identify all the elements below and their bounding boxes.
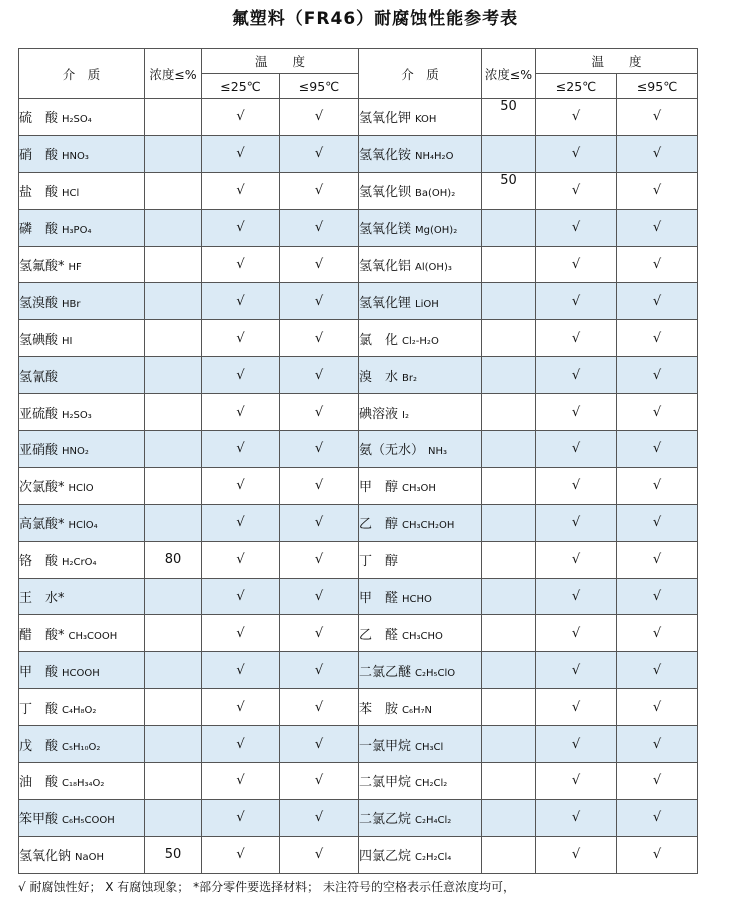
left-medium-formula: H₂SO₄	[62, 114, 92, 126]
header-temperature-left: 温 度	[202, 49, 359, 74]
table-row	[19, 99, 698, 136]
right-medium-cell	[359, 283, 482, 320]
check-95c-left: √	[280, 394, 359, 431]
left-medium-cell	[19, 799, 145, 836]
right-concentration-cell: 50	[482, 99, 536, 136]
check-25c-right: √	[536, 467, 617, 504]
check-25c-left: √	[202, 504, 280, 541]
header-medium-left: 介 质	[19, 49, 145, 99]
check-25c-left: √	[202, 246, 280, 283]
left-medium-name: 硝 酸	[19, 148, 59, 164]
check-25c-right: √	[536, 836, 617, 873]
left-medium-cell	[19, 357, 145, 394]
check-25c-left: √	[202, 357, 280, 394]
left-concentration-cell: 80	[145, 541, 202, 578]
check-25c-right: √	[536, 652, 617, 689]
check-25c-right: √	[536, 209, 617, 246]
left-concentration-cell	[145, 504, 202, 541]
left-medium-cell	[19, 394, 145, 431]
right-medium-name: 氯 化	[359, 332, 399, 348]
left-concentration-cell	[145, 726, 202, 763]
table-body	[19, 99, 698, 874]
left-medium-name: 氢氰酸	[19, 369, 59, 385]
left-medium-formula: H₃PO₄	[62, 225, 92, 237]
right-medium-formula: CH₃Cl	[415, 741, 444, 753]
right-medium-formula: C₆H₇N	[402, 704, 433, 716]
right-medium-formula: NH₃	[428, 446, 448, 458]
left-medium-cell	[19, 836, 145, 873]
left-concentration-cell: 50	[145, 836, 202, 873]
check-25c-left: √	[202, 652, 280, 689]
footer-note: √ 耐腐蚀性好； X 有腐蚀现象； *部分零件要选择材料； 未注符号的空格表示任意浓度均可，	[18, 880, 515, 894]
right-medium-cell	[359, 99, 482, 136]
right-concentration-cell	[482, 652, 536, 689]
check-25c-right: √	[536, 799, 617, 836]
right-medium-formula: Al(OH)₃	[415, 262, 452, 273]
right-medium-name: 氨（无水）	[359, 443, 425, 459]
check-95c-right: √	[617, 578, 698, 615]
left-medium-formula: HBr	[62, 298, 81, 310]
table-row	[19, 320, 698, 357]
right-concentration-cell	[482, 541, 536, 578]
check-95c-left: √	[280, 615, 359, 652]
left-medium-formula: HCOOH	[62, 667, 100, 679]
check-25c-right: √	[536, 431, 617, 468]
right-medium-formula: HCHO	[402, 594, 432, 606]
left-medium-formula: C₅H₁₀O₂	[62, 741, 101, 753]
right-medium-cell	[359, 320, 482, 357]
table-row	[19, 615, 698, 652]
right-medium-formula: C₂H₅ClO	[415, 667, 456, 679]
table-row	[19, 541, 698, 578]
check-25c-left: √	[202, 394, 280, 431]
left-medium-name: 甲 酸	[19, 664, 59, 680]
check-95c-right: √	[617, 209, 698, 246]
right-medium-cell	[359, 135, 482, 172]
right-medium-formula: Mg(OH)₂	[415, 225, 458, 237]
right-medium-formula: CH₂Cl₂	[415, 778, 448, 790]
left-medium-cell	[19, 467, 145, 504]
left-medium-name: 铬 酸	[19, 554, 59, 570]
left-medium-cell	[19, 320, 145, 357]
left-medium-formula: HCl	[62, 188, 80, 200]
right-concentration-cell: 50	[482, 172, 536, 209]
check-25c-left: √	[202, 689, 280, 726]
header-temperature-right: 温 度	[536, 49, 698, 74]
header-95c-right: ≤95℃	[617, 74, 698, 99]
check-95c-left: √	[280, 689, 359, 726]
left-medium-name: 次氯酸*	[19, 480, 65, 496]
right-medium-name: 溴 水	[359, 369, 399, 385]
right-medium-name: 氢氧化镁	[359, 222, 412, 238]
right-medium-name: 碘溶液	[359, 406, 399, 422]
left-medium-cell	[19, 726, 145, 763]
left-medium-cell	[19, 504, 145, 541]
check-95c-left: √	[280, 763, 359, 800]
right-medium-cell	[359, 172, 482, 209]
check-95c-right: √	[617, 431, 698, 468]
check-95c-left: √	[280, 246, 359, 283]
left-medium-name: 笨甲酸	[19, 812, 59, 828]
check-95c-right: √	[617, 836, 698, 873]
right-medium-name: 四氯乙烷	[359, 849, 412, 865]
check-25c-left: √	[202, 615, 280, 652]
right-concentration-cell	[482, 320, 536, 357]
left-medium-cell	[19, 689, 145, 726]
right-medium-formula: C₂H₄Cl₂	[415, 815, 452, 827]
left-medium-name: 亚硫酸	[19, 406, 59, 422]
left-medium-name: 醋 酸*	[19, 627, 65, 643]
header-25c-left: ≤25℃	[202, 74, 280, 99]
right-medium-cell	[359, 578, 482, 615]
check-25c-right: √	[536, 172, 617, 209]
right-medium-cell	[359, 246, 482, 283]
table-row	[19, 836, 698, 873]
table-row	[19, 431, 698, 468]
left-medium-formula: HClO₄	[68, 520, 98, 532]
right-medium-formula: CH₃CHO	[402, 630, 443, 642]
check-95c-right: √	[617, 135, 698, 172]
right-medium-formula: I₂	[402, 409, 409, 421]
right-medium-name: 氢氧化钾	[359, 111, 412, 127]
left-medium-cell	[19, 135, 145, 172]
left-medium-formula: HI	[62, 335, 73, 347]
check-95c-left: √	[280, 357, 359, 394]
check-25c-right: √	[536, 357, 617, 394]
right-medium-formula: Br₂	[402, 372, 418, 384]
right-medium-cell	[359, 652, 482, 689]
left-medium-name: 盐 酸	[19, 185, 59, 201]
check-95c-left: √	[280, 652, 359, 689]
right-medium-name: 氢氧化锂	[359, 295, 412, 311]
right-medium-cell	[359, 615, 482, 652]
check-95c-left: √	[280, 726, 359, 763]
check-25c-right: √	[536, 394, 617, 431]
header-concentration-right: 浓度≤%	[482, 49, 536, 99]
right-medium-name: 二氯甲烷	[359, 775, 412, 791]
right-concentration-cell	[482, 799, 536, 836]
left-concentration-cell	[145, 394, 202, 431]
check-95c-right: √	[617, 357, 698, 394]
table-row	[19, 763, 698, 800]
corrosion-table	[18, 48, 698, 874]
left-medium-name: 油 酸	[19, 775, 59, 791]
left-medium-formula: NaOH	[75, 852, 105, 864]
check-95c-left: √	[280, 99, 359, 136]
right-concentration-cell	[482, 763, 536, 800]
right-medium-formula: CH₃OH	[402, 483, 436, 495]
left-medium-cell	[19, 209, 145, 246]
right-medium-name: 氢氧化钡	[359, 185, 412, 201]
table-row	[19, 246, 698, 283]
left-medium-cell	[19, 431, 145, 468]
right-concentration-cell	[482, 431, 536, 468]
check-95c-right: √	[617, 246, 698, 283]
check-95c-right: √	[617, 763, 698, 800]
check-25c-left: √	[202, 283, 280, 320]
check-95c-right: √	[617, 799, 698, 836]
left-medium-name: 氢碘酸	[19, 332, 59, 348]
check-95c-left: √	[280, 283, 359, 320]
left-concentration-cell	[145, 357, 202, 394]
left-medium-formula: C₆H₅COOH	[62, 815, 115, 827]
left-concentration-cell	[145, 689, 202, 726]
check-95c-left: √	[280, 836, 359, 873]
check-95c-left: √	[280, 578, 359, 615]
check-95c-left: √	[280, 799, 359, 836]
right-medium-cell	[359, 504, 482, 541]
right-medium-formula: C₂H₂Cl₄	[415, 852, 452, 864]
check-25c-right: √	[536, 541, 617, 578]
table-row	[19, 689, 698, 726]
right-medium-formula: KOH	[415, 114, 437, 126]
check-25c-left: √	[202, 172, 280, 209]
table-row	[19, 726, 698, 763]
right-medium-name: 丁 醇	[359, 554, 399, 570]
right-concentration-cell	[482, 467, 536, 504]
table-row	[19, 394, 698, 431]
right-concentration-cell	[482, 283, 536, 320]
right-concentration-cell	[482, 836, 536, 873]
check-95c-left: √	[280, 467, 359, 504]
right-concentration-cell	[482, 689, 536, 726]
check-95c-left: √	[280, 209, 359, 246]
left-concentration-cell	[145, 99, 202, 136]
left-medium-name: 丁 酸	[19, 701, 59, 717]
left-medium-cell	[19, 541, 145, 578]
check-25c-right: √	[536, 99, 617, 136]
right-medium-formula: Cl₂-H₂O	[402, 335, 439, 347]
left-concentration-cell	[145, 615, 202, 652]
left-concentration-cell	[145, 283, 202, 320]
right-medium-cell	[359, 467, 482, 504]
table-row	[19, 652, 698, 689]
check-95c-right: √	[617, 726, 698, 763]
check-95c-left: √	[280, 172, 359, 209]
left-medium-formula: H₂SO₃	[62, 409, 92, 421]
header-medium-right: 介 质	[359, 49, 482, 99]
right-medium-name: 二氯乙醚	[359, 664, 412, 680]
check-25c-left: √	[202, 99, 280, 136]
left-concentration-cell	[145, 431, 202, 468]
left-medium-name: 磷 酸	[19, 222, 59, 238]
right-medium-name: 甲 醛	[359, 591, 399, 607]
check-25c-left: √	[202, 763, 280, 800]
right-medium-name: 甲 醇	[359, 480, 399, 496]
check-95c-right: √	[617, 394, 698, 431]
left-concentration-cell	[145, 763, 202, 800]
left-medium-name: 氢溴酸	[19, 295, 59, 311]
left-medium-name: 王 水*	[19, 591, 65, 607]
right-concentration-cell	[482, 504, 536, 541]
check-95c-left: √	[280, 504, 359, 541]
check-25c-right: √	[536, 726, 617, 763]
left-medium-formula: H₂CrO₄	[62, 557, 97, 569]
right-medium-cell	[359, 357, 482, 394]
check-25c-left: √	[202, 836, 280, 873]
page-title: 氟塑料（FR46）耐腐蚀性能参考表	[231, 9, 519, 29]
check-25c-left: √	[202, 578, 280, 615]
check-95c-left: √	[280, 431, 359, 468]
table-row	[19, 283, 698, 320]
check-25c-left: √	[202, 431, 280, 468]
table-row	[19, 172, 698, 209]
table-row	[19, 467, 698, 504]
check-25c-left: √	[202, 320, 280, 357]
right-medium-name: 乙 醛	[359, 627, 399, 643]
check-95c-left: √	[280, 541, 359, 578]
left-concentration-cell	[145, 467, 202, 504]
right-concentration-cell	[482, 726, 536, 763]
right-concentration-cell	[482, 209, 536, 246]
check-25c-right: √	[536, 504, 617, 541]
right-medium-cell	[359, 836, 482, 873]
left-medium-cell	[19, 99, 145, 136]
right-medium-name: 氢氧化铵	[359, 148, 412, 164]
left-concentration-cell	[145, 209, 202, 246]
right-concentration-cell	[482, 615, 536, 652]
right-medium-name: 苯 胺	[359, 701, 399, 717]
right-medium-cell	[359, 431, 482, 468]
right-medium-cell	[359, 689, 482, 726]
left-medium-formula: C₄H₈O₂	[62, 704, 97, 716]
left-concentration-cell	[145, 799, 202, 836]
check-95c-right: √	[617, 504, 698, 541]
check-25c-right: √	[536, 763, 617, 800]
left-concentration-cell	[145, 578, 202, 615]
check-95c-right: √	[617, 99, 698, 136]
check-25c-right: √	[536, 246, 617, 283]
left-medium-cell	[19, 615, 145, 652]
right-medium-name: 氢氧化铝	[359, 259, 412, 274]
right-medium-cell	[359, 799, 482, 836]
check-25c-right: √	[536, 615, 617, 652]
check-25c-right: √	[536, 283, 617, 320]
header-25c-right: ≤25℃	[536, 74, 617, 99]
right-concentration-cell	[482, 135, 536, 172]
check-95c-right: √	[617, 541, 698, 578]
table-row	[19, 357, 698, 394]
check-95c-right: √	[617, 689, 698, 726]
left-medium-formula: HF	[68, 262, 82, 273]
left-medium-cell	[19, 172, 145, 209]
check-25c-left: √	[202, 209, 280, 246]
table-row	[19, 209, 698, 246]
right-medium-formula: CH₃CH₂OH	[402, 520, 455, 532]
left-medium-cell	[19, 578, 145, 615]
left-medium-name: 氢氟酸*	[19, 259, 65, 274]
left-concentration-cell	[145, 172, 202, 209]
check-25c-left: √	[202, 799, 280, 836]
right-medium-formula: LiOH	[415, 298, 439, 310]
right-medium-name: 一氯甲烷	[359, 738, 412, 754]
table-row	[19, 504, 698, 541]
left-medium-cell	[19, 246, 145, 283]
header-concentration-left: 浓度≤%	[145, 49, 202, 99]
left-medium-name: 戊 酸	[19, 738, 59, 754]
right-medium-formula: Ba(OH)₂	[415, 188, 456, 200]
right-concentration-cell	[482, 246, 536, 283]
check-95c-right: √	[617, 172, 698, 209]
right-medium-name: 二氯乙烷	[359, 812, 412, 828]
check-25c-right: √	[536, 320, 617, 357]
right-medium-cell	[359, 541, 482, 578]
check-25c-right: √	[536, 689, 617, 726]
check-95c-left: √	[280, 135, 359, 172]
right-medium-cell	[359, 209, 482, 246]
table-row	[19, 799, 698, 836]
left-concentration-cell	[145, 135, 202, 172]
left-medium-cell	[19, 283, 145, 320]
check-25c-right: √	[536, 135, 617, 172]
check-95c-right: √	[617, 320, 698, 357]
right-concentration-cell	[482, 578, 536, 615]
right-concentration-cell	[482, 394, 536, 431]
left-medium-formula: HNO₃	[62, 151, 89, 163]
check-25c-left: √	[202, 467, 280, 504]
left-concentration-cell	[145, 246, 202, 283]
left-medium-formula: CH₃COOH	[68, 630, 118, 642]
check-95c-right: √	[617, 467, 698, 504]
left-medium-cell	[19, 763, 145, 800]
left-concentration-cell	[145, 652, 202, 689]
right-medium-name: 乙 醇	[359, 517, 399, 533]
check-95c-right: √	[617, 615, 698, 652]
check-25c-left: √	[202, 135, 280, 172]
table-row	[19, 135, 698, 172]
right-concentration-cell	[482, 357, 536, 394]
left-medium-cell	[19, 652, 145, 689]
right-medium-cell	[359, 726, 482, 763]
left-concentration-cell	[145, 320, 202, 357]
left-medium-formula: HNO₂	[62, 446, 89, 458]
right-medium-cell	[359, 763, 482, 800]
left-medium-formula: C₁₈H₃₄O₂	[62, 778, 105, 790]
check-25c-left: √	[202, 726, 280, 763]
left-medium-name: 硫 酸	[19, 111, 59, 127]
right-medium-cell	[359, 394, 482, 431]
left-medium-formula: HClO	[68, 483, 94, 495]
check-25c-right: √	[536, 578, 617, 615]
left-medium-name: 氢氧化钠	[19, 849, 72, 865]
header-95c-left: ≤95℃	[280, 74, 359, 99]
table-row	[19, 578, 698, 615]
left-medium-name: 亚硝酸	[19, 443, 59, 459]
right-medium-formula: NH₄H₂O	[415, 151, 454, 163]
check-95c-right: √	[617, 283, 698, 320]
left-medium-name: 高氯酸*	[19, 517, 65, 533]
check-95c-left: √	[280, 320, 359, 357]
check-25c-left: √	[202, 541, 280, 578]
check-95c-right: √	[617, 652, 698, 689]
